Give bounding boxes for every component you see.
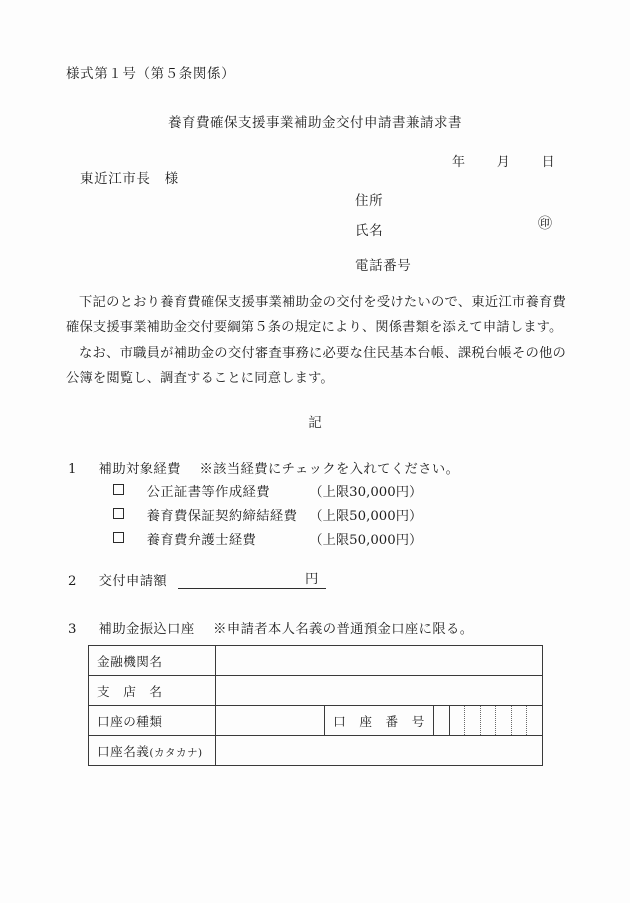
- name-label: 氏名: [355, 223, 384, 239]
- digit-cell[interactable]: [481, 706, 497, 735]
- section-2-number: 2: [68, 574, 77, 589]
- address-label: 住所: [355, 193, 384, 209]
- expense-option-limit: （上限50,000円）: [309, 533, 423, 548]
- table-row: [89, 706, 543, 736]
- addressee: 東近江市長 様: [80, 171, 179, 187]
- expense-option-label: 養育費弁護士経費: [146, 533, 257, 548]
- section-1-number: 1: [68, 462, 77, 477]
- date-day-label: 日: [541, 155, 556, 170]
- account-number-label: 口 座 番 号: [325, 706, 434, 736]
- branch-name-input[interactable]: [216, 676, 543, 706]
- table-row: [89, 736, 543, 766]
- account-number-digit-cells: [434, 706, 542, 735]
- form-number: 様式第１号（第５条関係）: [66, 66, 236, 82]
- checkbox-icon[interactable]: [113, 484, 124, 495]
- digit-cell[interactable]: [434, 706, 450, 735]
- section-1-heading: [68, 458, 459, 477]
- date-month-label: 月: [496, 155, 511, 170]
- bank-account-table: [88, 645, 543, 766]
- account-number-input[interactable]: [434, 706, 543, 736]
- branch-name-label: 支 店 名: [89, 676, 216, 706]
- bank-name-input[interactable]: [216, 646, 543, 676]
- digit-cell[interactable]: [512, 706, 528, 735]
- account-type-label: 口座の種類: [89, 706, 216, 736]
- grant-amount-input[interactable]: [178, 568, 326, 589]
- section-3-label: 補助金振込口座: [98, 622, 195, 637]
- digit-cell[interactable]: [527, 706, 542, 735]
- ki-heading: 記: [308, 415, 322, 431]
- telephone-label: 電話番号: [355, 258, 412, 274]
- table-row: [89, 676, 543, 706]
- expense-option-row[interactable]: [113, 505, 422, 524]
- seal-icon: ㊞: [538, 216, 552, 232]
- date-year-label: 年: [452, 155, 466, 170]
- section-3-heading: [68, 618, 473, 637]
- section-1-label: 補助対象経費: [98, 462, 181, 477]
- expense-option-label: 公正証書等作成経費: [146, 485, 270, 500]
- expense-option-limit: （上限50,000円）: [309, 509, 423, 524]
- expense-option-row[interactable]: [113, 529, 422, 548]
- account-holder-label-main: 口座名義: [97, 744, 150, 759]
- expense-option-label: 養育費保証契約締結経費: [146, 509, 298, 524]
- section-2-label: 交付申請額: [98, 574, 168, 589]
- section-3-note: ※申請者本人名義の普通預金口座に限る。: [213, 622, 474, 637]
- section-2-heading: [68, 570, 167, 589]
- section-1-note: ※該当経費にチェックを入れてください。: [199, 462, 460, 477]
- account-holder-label: [89, 736, 216, 766]
- section-3-number: 3: [68, 622, 77, 637]
- body-paragraph-1: 下記のとおり養育費確保支援事業補助金の交付を受けたいので、東近江市養育費確保支援事業補助金交付要綱第５条の規定により、関係書類を添えて申請します。: [66, 295, 566, 335]
- digit-cell[interactable]: [496, 706, 512, 735]
- account-holder-label-kana: (カタカナ): [149, 747, 203, 759]
- digit-cell[interactable]: [450, 706, 466, 735]
- account-type-input[interactable]: [216, 706, 325, 736]
- checkbox-icon[interactable]: [113, 508, 124, 519]
- account-holder-input[interactable]: [216, 736, 543, 766]
- page-title: 養育費確保支援事業補助金交付申請書兼請求書: [168, 115, 462, 131]
- digit-cell[interactable]: [465, 706, 481, 735]
- grant-amount-unit: 円: [305, 572, 319, 587]
- expense-option-row[interactable]: [113, 481, 422, 500]
- expense-option-limit: （上限30,000円）: [309, 485, 423, 500]
- checkbox-icon[interactable]: [113, 532, 124, 543]
- table-row: [89, 646, 543, 676]
- body-paragraph-2: なお、市職員が補助金の交付審査事務に必要な住民基本台帳、課税台帳その他の公簿を閲覧し、調査することに同意します。: [66, 346, 566, 386]
- bank-name-label: 金融機関名: [89, 646, 216, 676]
- date-line: [452, 151, 555, 170]
